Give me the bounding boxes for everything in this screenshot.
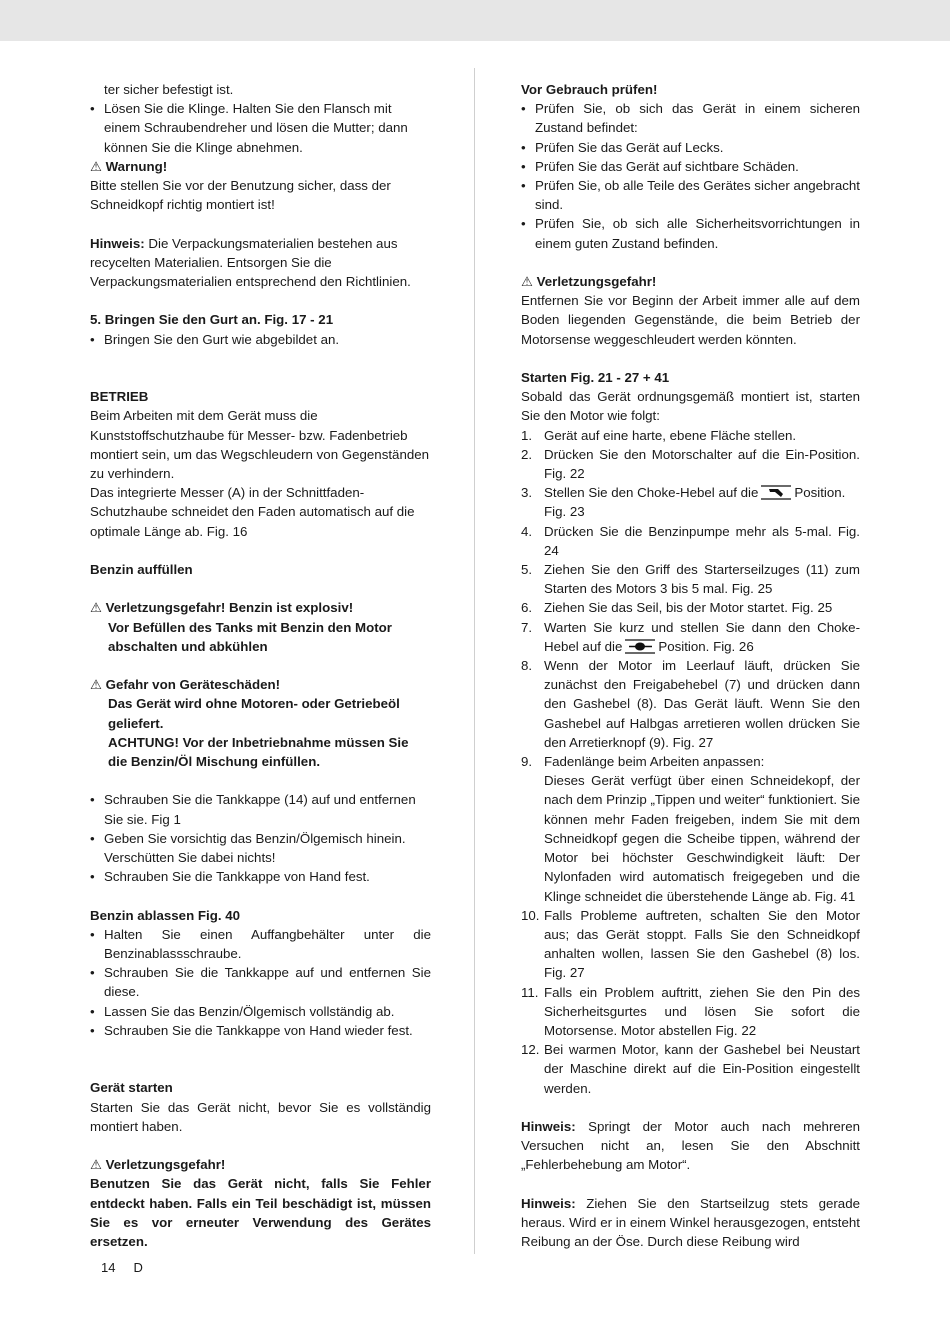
danger2-heading (90, 675, 431, 694)
danger1-text: Vor Befüllen des Tanks mit Benzin den Motor abschalten und abkühlen (108, 619, 392, 654)
list-item: • Halten Sie einen Auffangbehälter unter die Benzinablassschraube. (90, 925, 431, 963)
step-number: 5. (521, 562, 533, 578)
step-item (521, 752, 860, 906)
step-item (521, 522, 860, 560)
note2-label: Hinweis: (521, 1195, 576, 1211)
danger3-label: Verletzungsgefahr! (105, 1157, 226, 1173)
list-item: • Schrauben Sie die Tankkappe auf und entfernen Sie diese. (90, 963, 431, 1001)
note2-text: Ziehen Sie den Startseilzug stets gerade heraus. Wird er in einem Winkel herausgezogen, entsteht Reibung an der Öse. Durch diese Reibung wird (521, 1195, 860, 1250)
list-item: • Prüfen Sie, ob alle Teile des Gerätes sicher angebracht sind. (521, 176, 860, 214)
warning-triangle-icon: ⚠ (90, 600, 102, 616)
betrieb-text-2: Das integrierte Messer (A) in der Schnittfaden-Schutzhaube schneidet den Faden automatisch auf die optimale Länge ab. Fig. 16 (90, 485, 415, 539)
warning-heading (90, 157, 431, 176)
step-item (521, 1040, 860, 1098)
step-number: 11. (521, 984, 539, 1000)
step-number: 7. (521, 619, 533, 635)
step-number: 12. (521, 1042, 540, 1058)
step-text: Stellen Sie den Choke-Hebel auf die (544, 485, 759, 501)
list-item: • Bringen Sie den Gurt wie abgebildet an. (90, 330, 431, 349)
benzin-title: Benzin auffüllen (90, 562, 193, 578)
start-text: Starten Sie das Gerät nicht, bevor Sie es vollständig montiert haben. (90, 1099, 431, 1134)
betrieb-text-1: Beim Arbeiten mit dem Gerät muss die Kunststoffschutzhaube für Messer- bzw. Fadenbetrieb montiert sein, um das Wegschleudern von Gegenständen zu verhindern. (90, 408, 430, 482)
step-text: Bei warmen Motor, kann der Gashebel bei Neustart der Maschine direkt auf die Ein-Position eingestellt werden. (544, 1042, 860, 1096)
check-title: Vor Gebrauch prüfen! (521, 82, 658, 97)
step-item (521, 656, 860, 752)
warning-triangle-icon: ⚠ (90, 1157, 102, 1173)
starten-intro: Sobald das Gerät ordnungsgemäß montiert ist, starten Sie den Motor wie folgt: (521, 389, 860, 424)
step-number: 1. (521, 427, 533, 443)
step-item (521, 560, 860, 598)
step-text: Ziehen Sie den Griff des Starterseilzuges (11) zum Starten des Motors 3 bis 5 mal. Fig. 25 (544, 562, 860, 597)
step-text: Wenn der Motor im Leerlauf läuft, drücken Sie zunächst den Freigabehebel (7) und drücken dann den Gashebel (8). Das Gerät läuft. Wenn Sie den Gashebel auf Halbgas arretieren wollen drücken Sie den Arretierknopf (9). Fig. 27 (544, 658, 860, 750)
step-number: 6. (521, 600, 533, 616)
warning-triangle-icon: ⚠ (90, 677, 102, 693)
list-item: • Geben Sie vorsichtig das Benzin/Ölgemisch hinein. Verschütten Sie dabei nichts! (90, 829, 431, 867)
step-item (521, 618, 860, 656)
step5-list (90, 330, 431, 349)
step-number: 2. (521, 446, 533, 462)
note1-label: Hinweis: (521, 1118, 576, 1134)
danger3-text: Benutzen Sie das Gerät nicht, falls Sie Fehler entdeckt haben. Falls ein Teil beschädigt ist, müssen Sie es vor erneuter Verwendung des Gerätes ersetzen. (90, 1176, 431, 1250)
start-title: Gerät starten (90, 1080, 173, 1096)
danger-label: Verletzungsgefahr! (536, 274, 657, 290)
danger2-text: Das Gerät wird ohne Motoren- oder Getriebeöl geliefert. (108, 696, 400, 731)
page-footer (101, 1258, 161, 1277)
step-number: 4. (521, 523, 533, 539)
betrieb-title: BETRIEB (90, 389, 149, 405)
danger3-heading (90, 1155, 431, 1174)
note1-text: Springt der Motor auch nach mehreren Versuchen nicht an, lesen Sie den Abschnitt „Fehlerbehebung am Motor“. (521, 1118, 860, 1173)
choke-open-icon (625, 639, 655, 654)
danger2-text-2: ACHTUNG! Vor der Inbetriebnahme müssen Sie die Benzin/Öl Mischung einfüllen. (108, 734, 409, 770)
left-column (90, 80, 431, 1251)
list-item: • Prüfen Sie das Gerät auf Lecks. (521, 138, 860, 157)
step-number: 8. (521, 658, 533, 674)
top-bar (0, 0, 950, 41)
language-code: D (133, 1260, 143, 1275)
step-text: Fadenlänge beim Arbeiten anpassen: (544, 754, 765, 770)
step-text: Gerät auf eine harte, ebene Fläche stellen. (544, 427, 797, 443)
danger-text: Entfernen Sie vor Beginn der Arbeit immer alle auf dem Boden liegenden Gegenstände, die beim Betrieb der Motorsense weggeschleudert werden könnten. (521, 293, 860, 347)
list-item: • Lösen Sie die Klinge. Halten Sie den Flansch mit einem Schraubendreher und lösen die Mutter; dann können Sie die Klinge abnehmen. (90, 99, 431, 157)
intro-list (90, 99, 431, 157)
intro-line: ter sicher befestigt ist. (104, 82, 234, 97)
list-item: • Schrauben Sie die Tankkappe von Hand fest. (90, 867, 431, 886)
warning-triangle-icon: ⚠ (521, 274, 533, 290)
warning-triangle-icon: ⚠ (90, 158, 102, 174)
danger2-label: Gefahr von Geräteschäden! (105, 677, 281, 693)
column-divider (474, 68, 475, 1254)
step5-title: 5. Bringen Sie den Gurt an. Fig. 17 - 21 (90, 312, 334, 328)
list-item: • Schrauben Sie die Tankkappe von Hand wieder fest. (90, 1021, 431, 1040)
step-text: Dieses Gerät verfügt über einen Schneidekopf, der nach dem Prinzip „Tippen und weiter“ funktioniert. Sie können mehr Faden freigeben, indem Sie mit dem Schneidkopf gegen die Scheibe tippen, während der Motor bei höchster Geschwindigkeit läuft: Der Nylonfaden wird automatisch freigegeben und die Klinge schneidet die überstehende Länge ab. Fig. 41 (544, 773, 860, 904)
step-text: Position. Fig. 26 (658, 638, 754, 654)
note1-paragraph (521, 1117, 860, 1175)
step-text: Warten Sie kurz und stellen Sie dann den Choke-Hebel auf die (544, 619, 860, 654)
list-item: • Schrauben Sie die Tankkappe (14) auf und entfernen Sie sie. Fig 1 (90, 790, 431, 828)
step-item (521, 483, 860, 521)
list-item: • Prüfen Sie, ob sich alle Sicherheitsvorrichtungen in einem guten Zustand befinden. (521, 214, 860, 252)
step-item (521, 598, 860, 617)
step-item (521, 983, 860, 1041)
step-text: Ziehen Sie das Seil, bis der Motor startet. Fig. 25 (544, 600, 833, 616)
step-text: Drücken Sie die Benzinpumpe mehr als 5-mal. Fig. 24 (544, 523, 860, 558)
fill-list (90, 790, 431, 886)
danger1-label: Verletzungsgefahr! Benzin ist explosiv! (105, 600, 354, 616)
step-number: 10. (521, 907, 540, 923)
step-text: Falls Probleme auftreten, schalten Sie den Motor aus; das Gerät stoppt. Falls Sie den Schneidkopf anhalten wollen, lassen Sie den Gashebel (8) los. Fig. 27 (544, 907, 860, 981)
note2-paragraph (521, 1194, 860, 1252)
note-label: Hinweis: (90, 235, 145, 251)
step-number: 3. (521, 485, 533, 501)
right-column (521, 80, 860, 1251)
danger-heading (521, 272, 860, 291)
list-item: • Prüfen Sie, ob sich das Gerät in einem sicheren Zustand befindet: (521, 99, 860, 137)
step-number: 9. (521, 754, 533, 770)
step-text: Drücken Sie den Motorschalter auf die Ein-Position. Fig. 22 (544, 446, 860, 482)
check-list (521, 99, 860, 253)
step-item (521, 426, 860, 445)
starten-title: Starten Fig. 21 - 27 + 41 (521, 370, 670, 386)
note-paragraph (90, 234, 431, 292)
step-text: Position. Fig. 23 (544, 485, 846, 520)
step-text: Falls ein Problem auftritt, ziehen Sie den Pin des Sicherheitsgurtes und lösen Sie sofort die Motorsense. Motor abstellen Fig. 22 (544, 984, 860, 1038)
danger1-heading (90, 598, 431, 617)
step-item (521, 445, 860, 483)
start-steps (521, 426, 860, 1098)
list-item: • Lassen Sie das Benzin/Ölgemisch vollständig ab. (90, 1002, 431, 1021)
note-text: Die Verpackungsmaterialien bestehen aus recycelten Materialien. Entsorgen Sie die Verpackungsmaterialien entsprechend den Richtlinien. (90, 235, 411, 290)
drain-title: Benzin ablassen Fig. 40 (90, 907, 241, 923)
drain-list (90, 925, 431, 1040)
list-item: • Prüfen Sie das Gerät auf sichtbare Schäden. (521, 157, 860, 176)
warning-text: Bitte stellen Sie vor der Benutzung sicher, dass der Schneidkopf richtig montiert ist! (90, 178, 391, 213)
warning-label: Warnung! (105, 158, 168, 174)
choke-closed-icon (761, 485, 791, 500)
step-item (521, 906, 860, 983)
page-number: 14 (101, 1260, 116, 1275)
